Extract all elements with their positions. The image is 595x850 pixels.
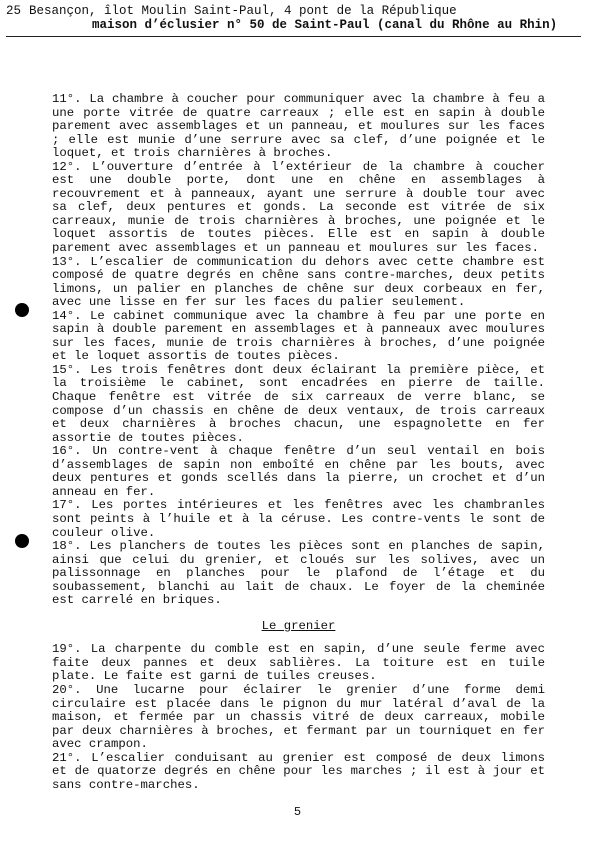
header-location: Besançon, îlot Moulin Saint-Paul, 4 pont de la République [29,4,457,18]
bullet-mark [15,303,29,317]
paragraph-12: 12°. L’ouverture d’entrée à l’extérieur de la chambre à coucher est une double porte, dont une en chêne en assemblages à recouvrement et à panneaux, ayant une serrure à double tour avec sa clef, deux pentures et gonds. La seconde est vitrée de six carreaux, munie de trois charnières à broches, une poignée et le loquet assortis de toutes pièces. Elle est en sapin à double parement avec assemblages et un panneau et moulures sur les faces. [52,159,545,256]
header-subtitle: maison d’éclusier n° 50 de Saint-Paul (canal du Rhône au Rhin) [92,18,558,32]
section-title-grenier: Le grenier [261,618,336,633]
paragraph-15: 15°. Les trois fenêtres dont deux éclairant la première pièce, et la troisième le cabinet, sont encadrées en pierre de taille. Chaque fenêtre est vitrée de six carreaux de verre blanc, se compose d’un chassis en chêne de deux ventaux, de trois carreaux et deux charnières à broches chacun, une espagnolette en fer assortie de toutes pièces. [52,362,545,445]
document-body [52,93,545,792]
bullet-mark [15,534,29,548]
paragraph-13: 13°. L’escalier de communication du dehors avec cette chambre est composé de quatre degrés en chêne sans contre-marches, deux petits limons, un palier en planches de chêne sur deux corbeaux en fer, avec une lisse en fer sur les faces du palier seulement. [52,254,545,310]
header-line-1 [6,4,581,18]
paragraph-16: 16°. Un contre-vent à chaque fenêtre d’un seul ventail en bois d’assemblages de sapin non emboîté en chêne par les bouts, avec deux pentures et gonds scellés dans la pierre, un crochet et d’un anneau en fer. [52,444,545,499]
paragraph-11: 11°. La chambre à coucher pour communiquer avec la chambre à feu a une porte vitrée de quatre carreaux ; elle est en sapin à double parement avec assemblages et un panneau, et moulures sur les faces ; elle est munie d’une serrure avec sa clef, d’une poignée et le loquet, et trois charnières à broches. [52,92,545,161]
paragraph-20: 20°. Une lucarne pour éclairer le grenier d’une forme demi circulaire est placée dans le pignon du mur latéral d’aval de la maison, et fermée par un chassis vitré de deux carreaux, mobile par deux charnières à broches, et fermant par un tourniquet en fer avec crampon. [52,682,545,752]
paragraph-18: 18°. Les planchers de toutes les pièces sont en planches de sapin, ainsi que celui du grenier, et cloués sur les solives, avec un palissonnage en planches pour le plafond de l’étage et du soubassement, blanchi au lait de chaux. Le foyer de la cheminée est carrelé en briques. [52,539,545,608]
page-number: 5 [293,805,302,819]
header-page-ref: 25 [6,4,22,18]
paragraph-21: 21°. L’escalier conduisant au grenier est composé de deux limons et de quatorze degrés en chêne pour les marches ; il est à jour et sans contre-marches. [52,750,545,792]
paragraph-17: 17°. Les portes intérieures et les fenêtres avec les chambranles sont peints à l’huile et à la céruse. Les contre-vents le sont de couleur olive. [52,498,545,540]
paragraph-19: 19°. La charpente du comble est en sapin, d’une seule ferme avec faite deux pannes et deux sablières. La toiture est en tuile plate. Le faite est garni de tuiles creuses. [52,642,545,684]
page-header [6,4,581,37]
paragraph-14: 14°. Le cabinet communique avec la chambre à feu par une porte en sapin à double parement en assemblages et à panneaux avec moulures sur les faces, munie de trois charnières à broches, d’une poignée et le loquet assortis de toutes pièces. [52,308,545,364]
